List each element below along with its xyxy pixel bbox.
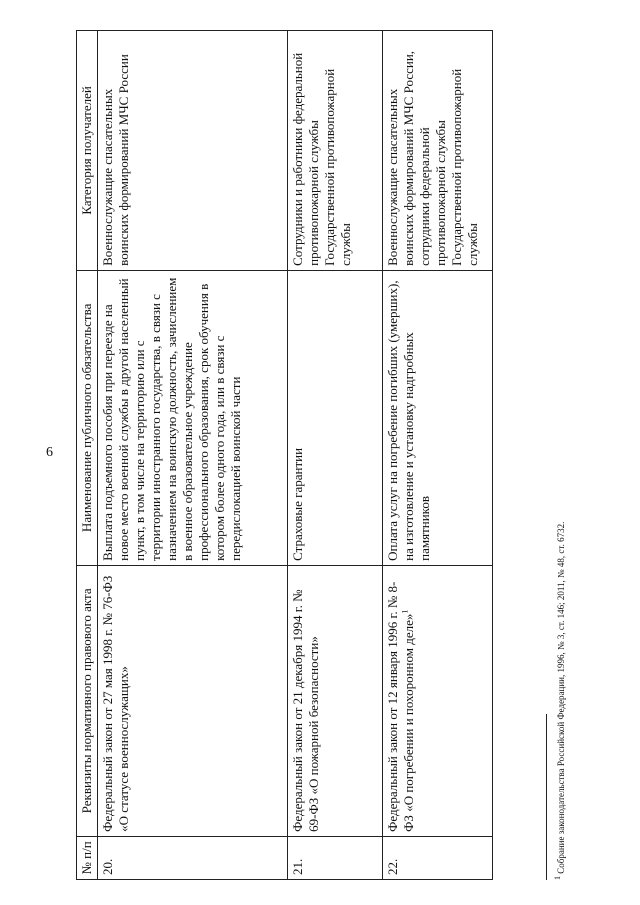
table-header-row [77,31,98,880]
row-obligation: Страховые гарантии [288,270,383,565]
header-requisites: Реквизиты нормативного правового акта [77,565,98,836]
row-requisites: Федеральный закон от 27 мая 1998 г. № 76-ФЗ «О статусе военнослужащих» [98,565,288,836]
obligations-table [76,30,493,880]
row-num: 22. [383,836,493,879]
row-recipients: Сотрудники и работники федеральной противопожарной службы Государственной противопожарной службы [288,31,383,271]
header-recipients: Категория получателей [77,31,98,271]
footnote [553,280,566,880]
row-requisites: Федеральный закон от 12 января 1996 г. № 8-ФЗ «О погребении и похоронном деле» [385,581,416,832]
row-recipients: Военнослужащие спасательных воинских формирований МЧС России [98,31,288,271]
row-requisites: Федеральный закон от 21 декабря 1994 г. № 69-ФЗ «О пожарной безопасности» [288,565,383,836]
row-num: 21. [288,836,383,879]
row-num: 20. [98,836,288,879]
row-recipients: Военнослужащие спасательных воинских формирований МЧС России, сотрудники федеральной противопожарной службы Государственной противопожарной службы [383,31,493,271]
footnote-text: Собрание законодательства Российской Федерации, 1996, № 3, ст. 146; 2011, № 48, ст. 6732. [556,521,566,874]
footnote-rule [546,714,547,880]
row-obligation: Выплата подъемного пособия при переезде на новое место военной службы в другой населенный пункт, в том числе на территорию или с территории иностранного государства, в связи с назначением на воинскую должность, зачислением в военное образовательное учреждение профессионального образования, срок обучения в котором более одного года, или в связи с передислокацией воинской части [98,270,288,565]
rotated-page-content [76,30,606,880]
footnote-marker: 1 [553,876,562,880]
row-requisites-cell [383,565,493,836]
page-number: 6 [46,445,53,460]
table-row [288,31,383,880]
header-num: № п/п [77,836,98,879]
table-row [98,31,288,880]
row-obligation: Оплата услуг на погребение погибших (умерших), на изготовление и установку надгробных памятников [383,270,493,565]
table-row [383,31,493,880]
header-obligation: Наименование публичного обязательства [77,270,98,565]
footnote-ref: 1 [400,609,410,614]
